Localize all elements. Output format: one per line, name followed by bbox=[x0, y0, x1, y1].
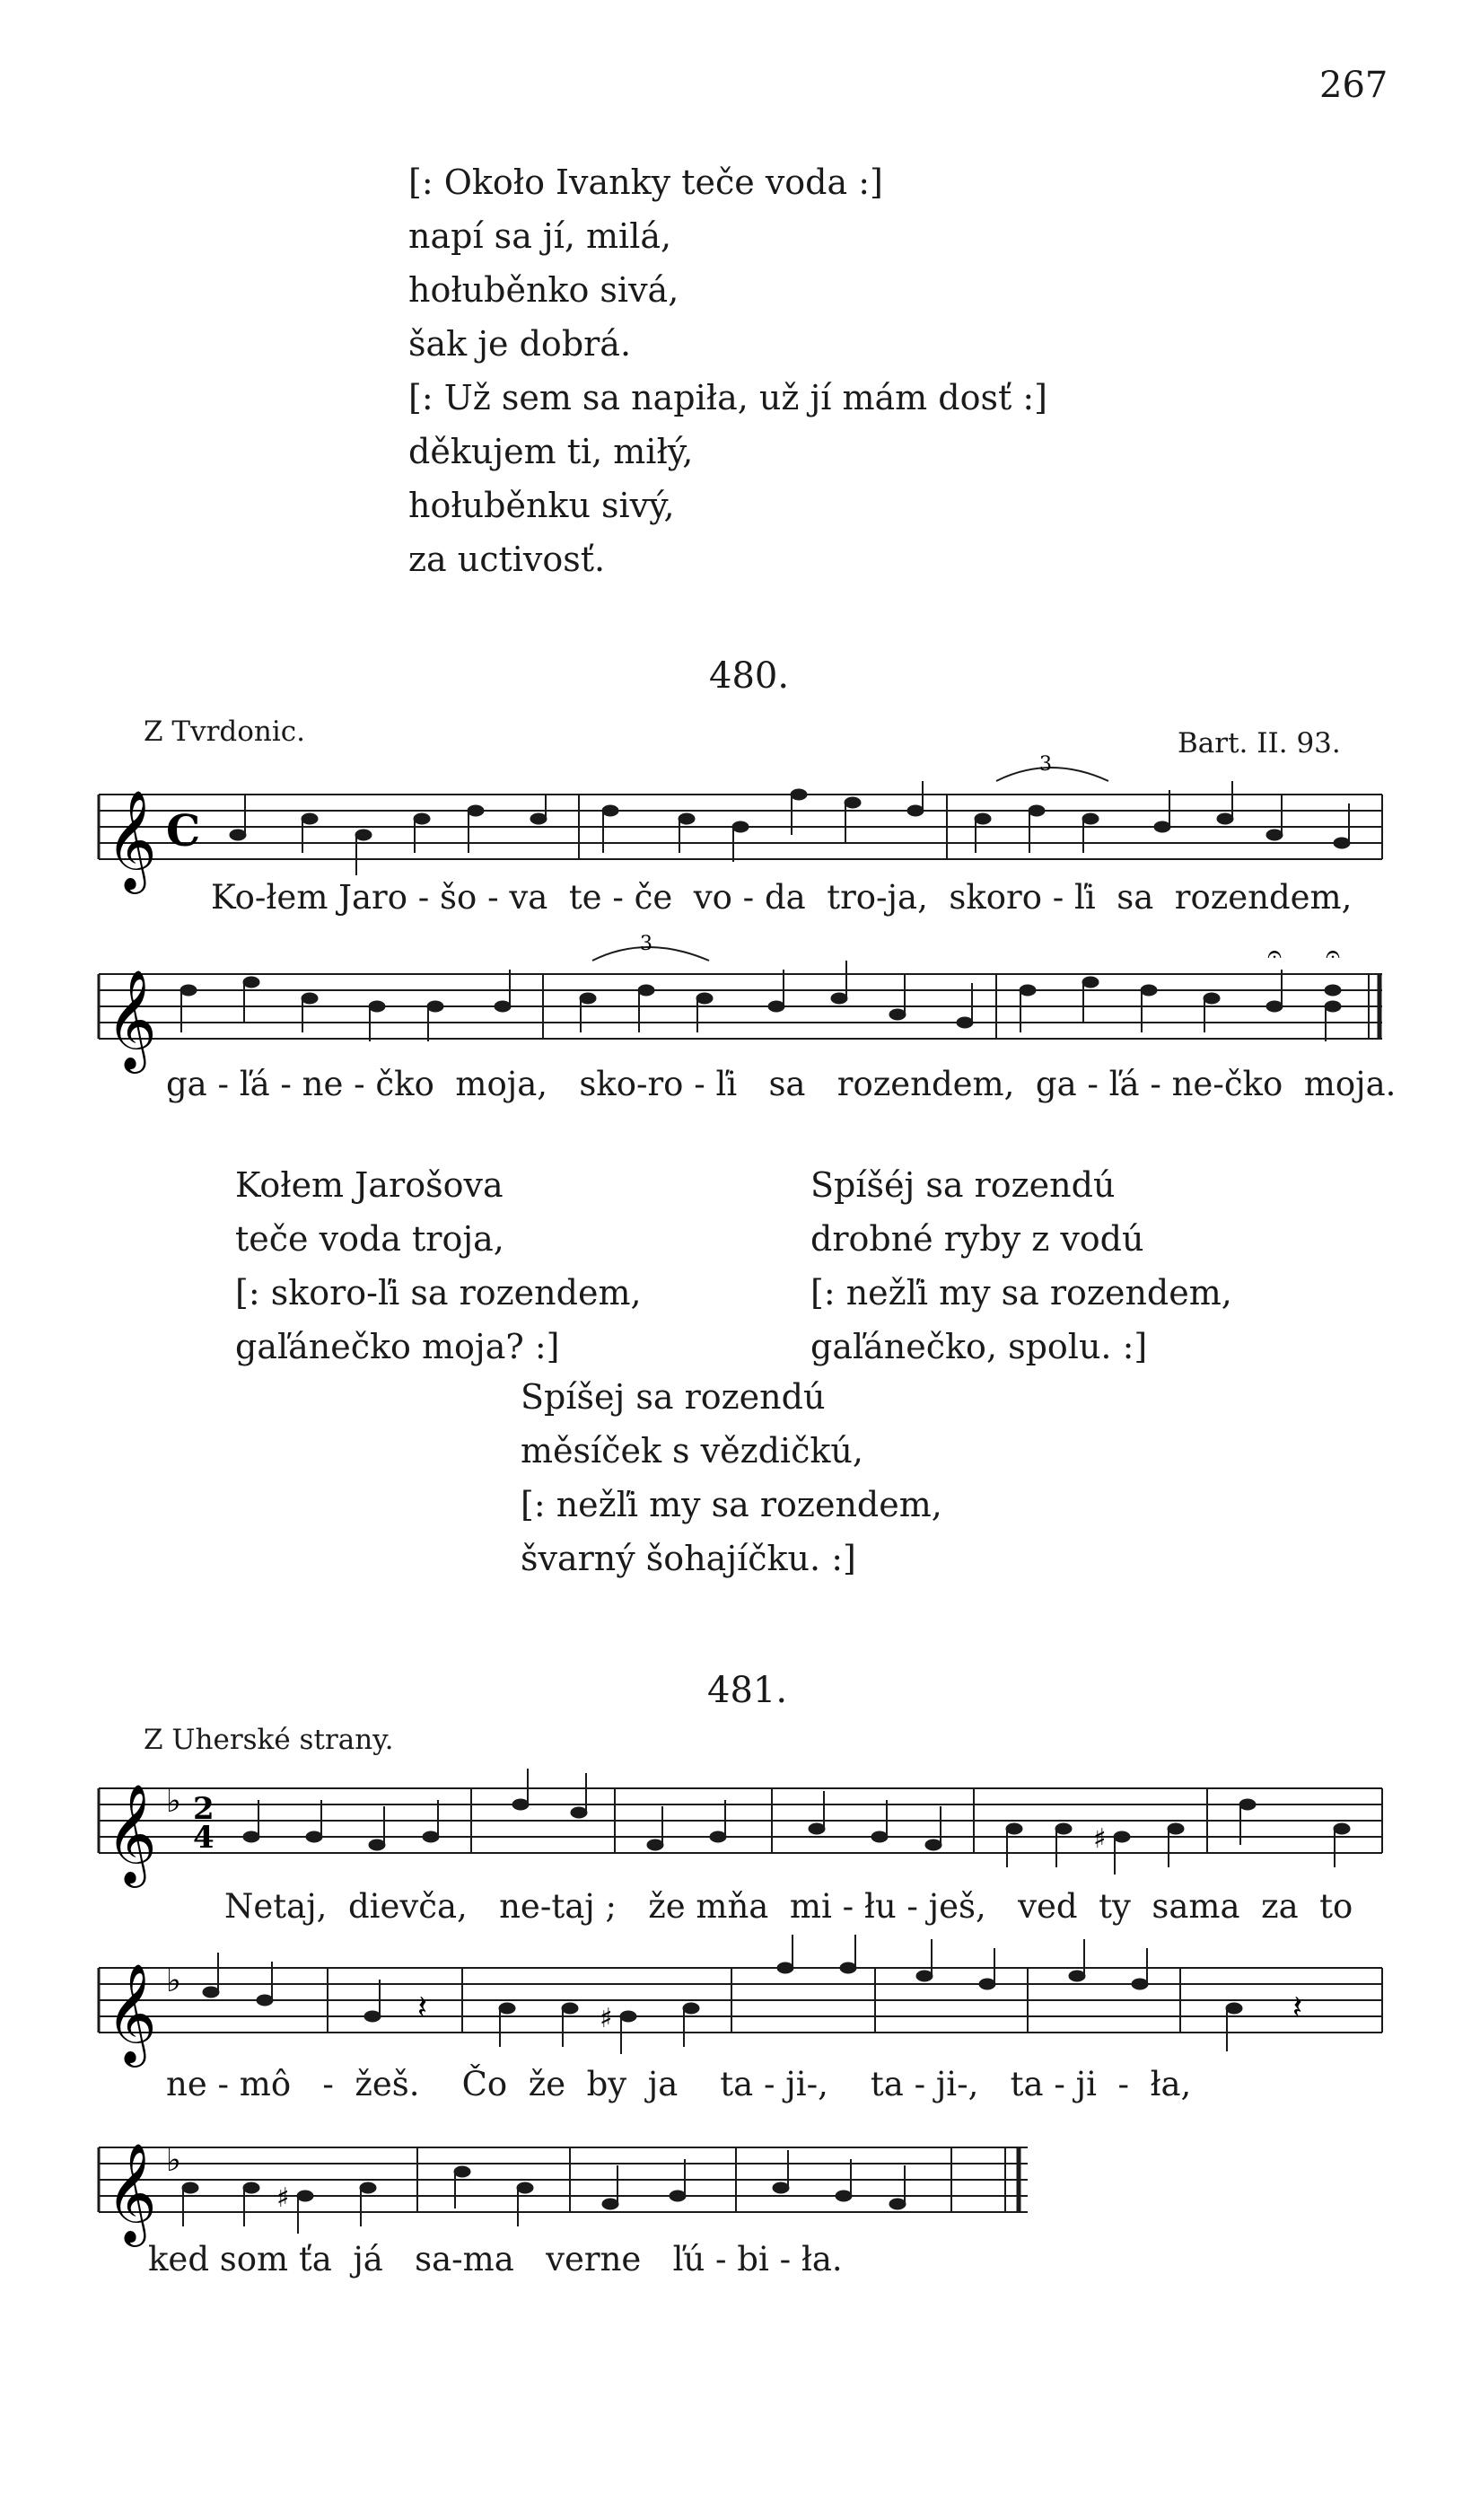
verse-line: Spíšej sa rozendú bbox=[521, 1377, 826, 1417]
verse-line: děkujem ti, miłý, bbox=[408, 432, 694, 471]
song-480-lyric-line-2: ga - ľá - ne - čko moja, sko-ro - ľi sa rozendem, ga - ľá - ne-čko moja. bbox=[166, 1065, 1397, 1103]
verse-line: hołuběnko sivá, bbox=[408, 270, 679, 310]
song-481-lyric-line-3: ked som ťa já sa-ma verne ľú - bi - ła. bbox=[148, 2240, 843, 2279]
intro-verse-2 bbox=[408, 371, 1047, 586]
song-480-verse-left bbox=[235, 1158, 642, 1374]
sharp-icon: ♯ bbox=[600, 2003, 613, 2034]
note-group bbox=[203, 1953, 273, 2006]
triplet-mark: 3 bbox=[1039, 753, 1052, 776]
song-481-number: 481. bbox=[707, 1670, 788, 1711]
flat-icon: ♭ bbox=[166, 2142, 181, 2179]
note-group bbox=[602, 781, 924, 862]
verse-line: [: skoro-ľi sa rozendem, bbox=[235, 1273, 642, 1313]
song-480-verse-center bbox=[521, 1370, 942, 1585]
verse-line: drobné ryby z vodú bbox=[810, 1219, 1144, 1259]
staff-lines bbox=[99, 1788, 1382, 1853]
note-group bbox=[916, 1939, 995, 1989]
note-group bbox=[512, 1769, 587, 1818]
note-group bbox=[243, 1800, 439, 1850]
song-481-lyric-line-1: Netaj, dievča, ne-taj ; že mňa mi - łu - ješ, ved ty sama za to bbox=[224, 1887, 1353, 1926]
note-group bbox=[602, 2159, 686, 2209]
verse-line: šak je dobrá. bbox=[408, 324, 632, 364]
verse-line: [: nežľi my sa rozendem, bbox=[521, 1485, 942, 1524]
verse-line: [: Około Ivanky teče voda :] bbox=[408, 162, 883, 202]
song-480-reference: Bart. II. 93. bbox=[1178, 727, 1341, 760]
staff-lines bbox=[99, 974, 1382, 1039]
treble-clef-icon: 𝄞 bbox=[106, 2142, 157, 2243]
verse-line: švarný šohajíčku. :] bbox=[521, 1539, 856, 1578]
page-number: 267 bbox=[1319, 65, 1388, 106]
song-480-number: 480. bbox=[709, 655, 790, 697]
verse-line: hołuběnku sivý, bbox=[408, 486, 675, 525]
treble-clef-icon: 𝄞 bbox=[106, 1783, 157, 1883]
verse-line: za uctivosť. bbox=[408, 540, 606, 579]
note-group bbox=[1239, 1799, 1350, 1867]
treble-clef-icon: 𝄞 bbox=[106, 789, 157, 890]
note-group bbox=[647, 1800, 726, 1850]
staff-lines bbox=[99, 1968, 1382, 2033]
note-group bbox=[230, 795, 547, 875]
intro-verse-1 bbox=[408, 155, 883, 371]
treble-clef-icon: 𝄞 bbox=[106, 1962, 157, 2063]
song-480-verse-right bbox=[810, 1158, 1232, 1374]
triplet-mark: 3 bbox=[640, 933, 652, 955]
common-time-icon: C bbox=[166, 806, 201, 856]
time-signature-top: 2 bbox=[193, 1791, 215, 1827]
rest-icon: 𝄽 bbox=[1292, 1989, 1303, 2026]
fermata-icon: 𝄐 bbox=[1326, 939, 1340, 969]
flat-icon: ♭ bbox=[166, 1783, 181, 1820]
verse-line: teče voda troja, bbox=[235, 1219, 504, 1259]
verse-line: Kołem Jarošova bbox=[235, 1165, 504, 1205]
verse-line: napí sa jí, milá, bbox=[408, 216, 672, 256]
fermata-icon: 𝄐 bbox=[1267, 939, 1282, 969]
flat-icon: ♭ bbox=[166, 1962, 181, 1999]
song-481-lyric-line-2: ne - mô - žeš. Čo že by ja ta - ji-, ta - ji-, ta - ji - ła, bbox=[166, 2065, 1192, 2103]
note-group bbox=[1069, 1939, 1148, 1989]
sharp-icon: ♯ bbox=[1093, 1823, 1107, 1855]
time-signature-bottom: 4 bbox=[193, 1820, 215, 1856]
note-group bbox=[1226, 2003, 1242, 2051]
song-480-lyric-line-1: Ko-łem Jaro - šo - va te - če vo - da tro-ja, skoro - ľi sa rozendem, bbox=[211, 878, 1353, 917]
verse-line: měsíček s vězdičkú, bbox=[521, 1431, 863, 1471]
verse-line: gaľánečko, spolu. :] bbox=[810, 1327, 1148, 1366]
verse-line: gaľánečko moja? :] bbox=[235, 1327, 560, 1366]
sharp-icon: ♯ bbox=[276, 2182, 290, 2214]
treble-clef-icon: 𝄞 bbox=[106, 969, 157, 1069]
verse-line: Spíšéj sa rozendú bbox=[810, 1165, 1116, 1205]
rest-icon: 𝄽 bbox=[417, 1989, 428, 2026]
staff-lines bbox=[99, 2147, 1028, 2212]
verse-line: [: Už sem sa napiła, už jí mám dosť :] bbox=[408, 378, 1047, 417]
verse-line: [: nežľi my sa rozendem, bbox=[810, 1273, 1232, 1313]
song-481-source: Z Uherské strany. bbox=[144, 1724, 394, 1756]
song-480-source: Z Tvrdonic. bbox=[144, 716, 306, 748]
